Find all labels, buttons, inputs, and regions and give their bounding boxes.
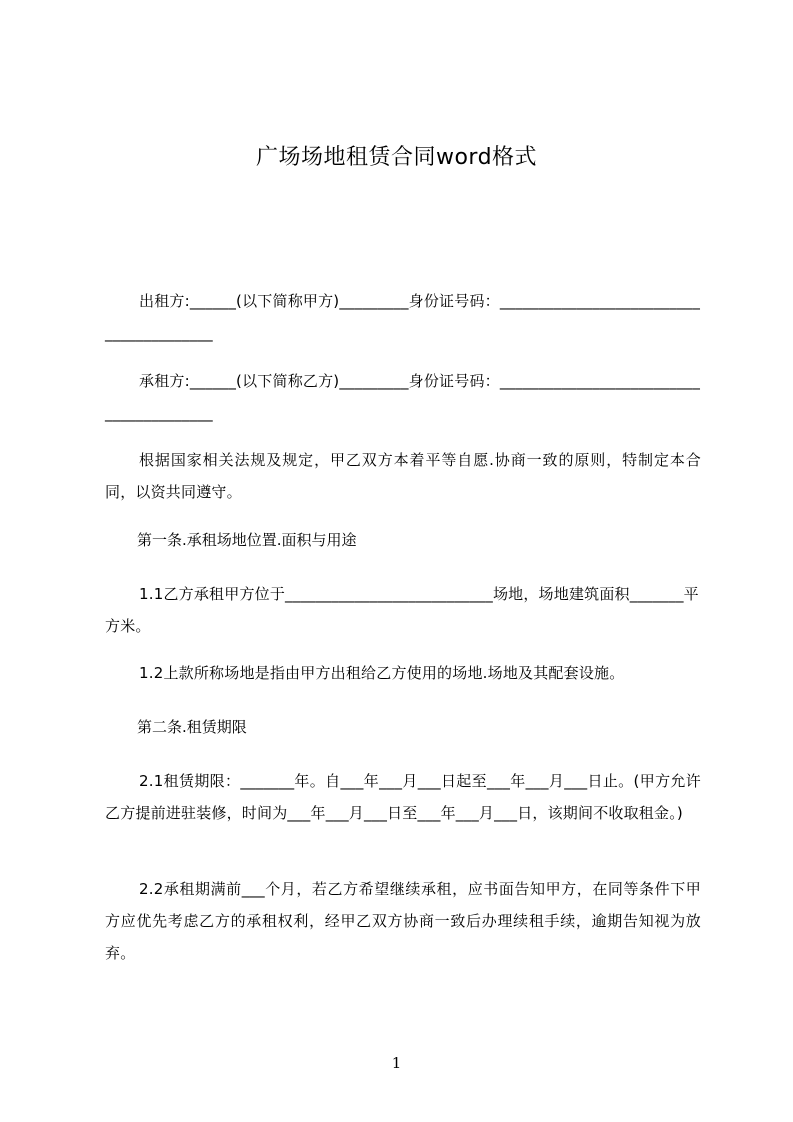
lessee-line: 承租方:______(以下简称乙方)_________身份证号码：________________________________________ <box>105 372 701 422</box>
clause-2-1: 2.1租赁期限：_______年。自___年___月___日起至___年___月___日止。(甲方允许乙方提前进驻装修，时间为___年___月___日至___年___月___日，该期间不收取租金。) <box>105 772 701 822</box>
article-1-heading: 第一条.承租场地位置.面积与用途 <box>137 531 357 549</box>
page-number: 1 <box>391 1054 402 1072</box>
clause-1-1: 1.1乙方承租甲方位于___________________________场地，场地建筑面积_______平方米。 <box>105 585 699 635</box>
lessor-line: 出租方:______(以下简称甲方)_________身份证号码：________________________________________ <box>105 292 701 342</box>
clause-2-2: 2.2承租期满前___个月，若乙方希望继续承租，应书面告知甲方，在同等条件下甲方应优先考虑乙方的承租权利，经甲乙双方协商一致后办理续租手续，逾期告知视为放弃。 <box>105 880 701 962</box>
clause-1-2: 1.2上款所称场地是指由甲方出租给乙方使用的场地.场地及其配套设施。 <box>139 664 625 682</box>
preamble-paragraph: 根据国家相关法规及规定，甲乙双方本着平等自愿.协商一致的原则，特制定本合同，以资共同遵守。 <box>105 451 701 501</box>
document-title: 广场场地租赁合同word格式 <box>255 145 538 170</box>
article-2-heading: 第二条.租赁期限 <box>137 718 247 736</box>
